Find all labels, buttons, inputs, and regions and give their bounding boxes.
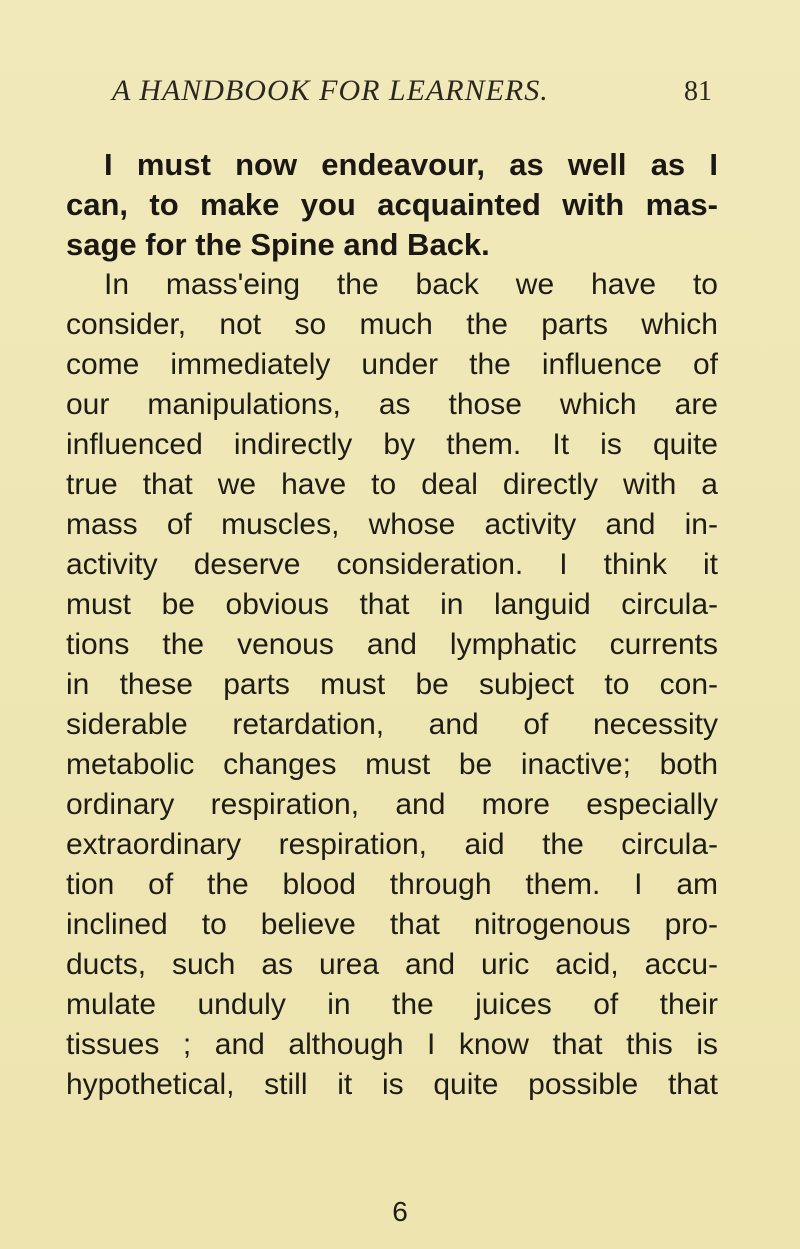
text-line: inclined to believe that nitrogenous pro-	[66, 908, 718, 941]
text-line: extraordinary respiration, aid the circula-	[66, 828, 718, 861]
text-line: I must now endeavour, as well as I	[104, 147, 718, 182]
text-line: can, to make you acquainted with mas-	[66, 187, 718, 222]
paragraph-1	[66, 145, 718, 265]
body-text	[66, 145, 718, 1105]
text-line: true that we have to deal directly with a	[66, 468, 718, 501]
text-line: influenced indirectly by them. It is quite	[66, 428, 718, 461]
paragraph-2	[66, 265, 718, 1105]
text-line: come immediately under the influence of	[66, 348, 718, 381]
text-line: must be obvious that in languid circula-	[66, 588, 718, 621]
text-line: ducts, such as urea and uric acid, accu-	[66, 948, 718, 981]
page-number: 81	[684, 76, 712, 107]
text-line: mulate unduly in the juices of their	[66, 988, 718, 1021]
signature-mark: 6	[392, 1196, 408, 1227]
text-line: in these parts must be subject to con-	[66, 668, 718, 701]
text-line: sage for the Spine and Back.	[66, 227, 490, 262]
text-line: tissues ; and although I know that this is	[66, 1028, 718, 1061]
text-line: siderable retardation, and of necessity	[66, 708, 718, 741]
text-line: ordinary respiration, and more especially	[66, 788, 718, 821]
text-line: In mass'eing the back we have to	[104, 268, 718, 301]
text-line: tion of the blood through them. I am	[66, 868, 718, 901]
text-line: hypothetical, still it is quite possible that	[66, 1068, 718, 1101]
running-head-title: A HANDBOOK FOR LEARNERS.	[112, 74, 549, 107]
text-line: tions the venous and lymphatic currents	[66, 628, 718, 661]
running-head	[112, 74, 712, 114]
text-line: activity deserve consideration. I think it	[66, 548, 718, 581]
text-line: consider, not so much the parts which	[66, 308, 718, 341]
text-line: mass of muscles, whose activity and in-	[66, 508, 718, 541]
text-line: our manipulations, as those which are	[66, 388, 718, 421]
text-line: metabolic changes must be inactive; both	[66, 748, 718, 781]
